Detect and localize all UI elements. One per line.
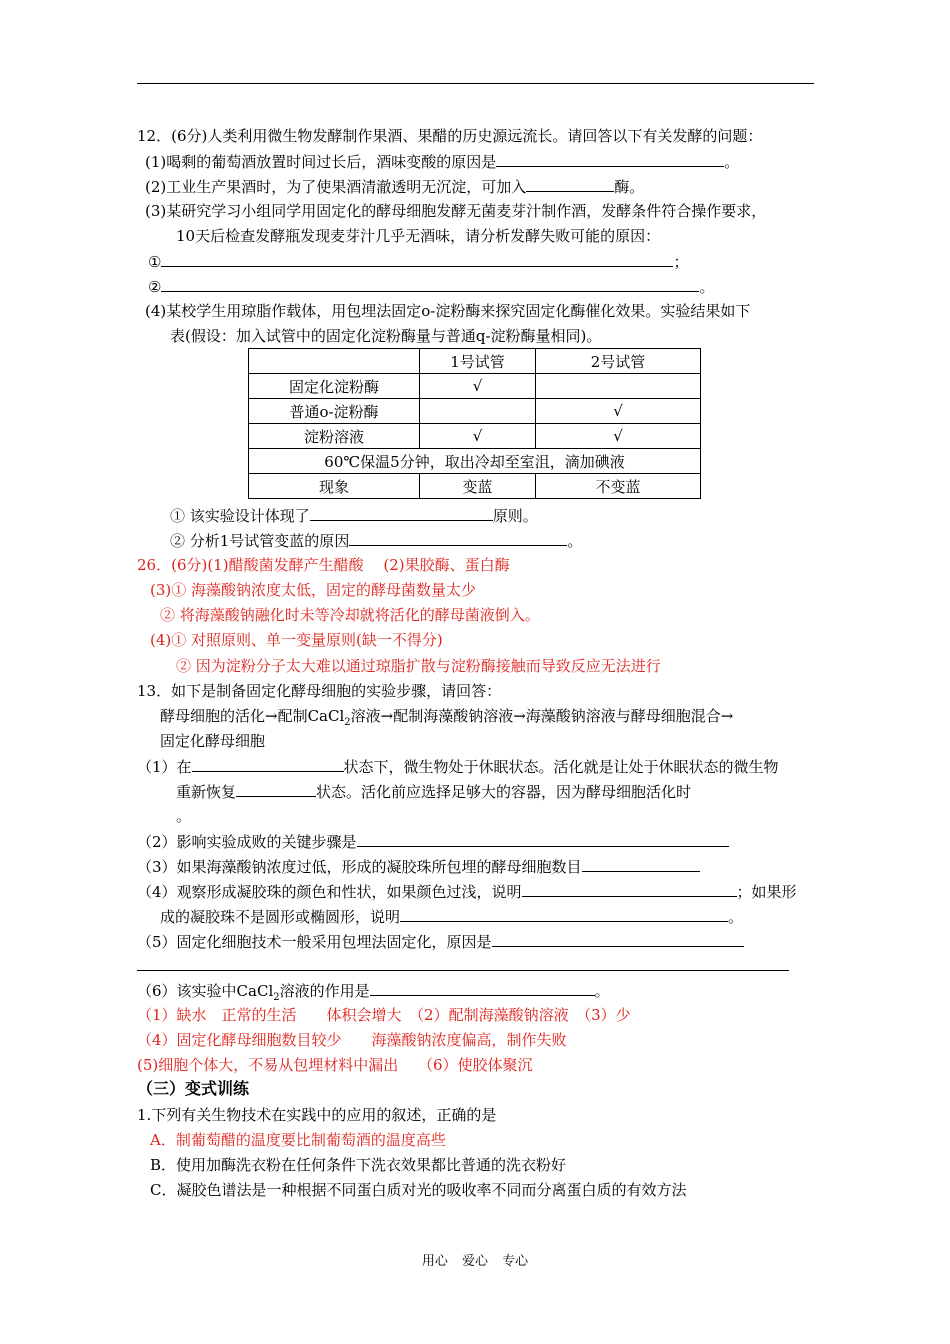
answer-blank <box>400 906 728 922</box>
answer13-line3: (5)细胞个体大，不易从包埋材料中漏出 （6）使胶体聚沉 <box>137 1056 533 1074</box>
q13-steps-line2: 固定化酵母细胞 <box>160 732 266 750</box>
answer13-line2: （4）固定化酵母细胞数目较少 海藻酸钠浓度偏高，制作失败 <box>137 1031 567 1049</box>
experiment-table <box>248 348 701 499</box>
option-b: B．使用加酶洗衣粉在任何条件下洗衣效果都比普通的洗衣粉好 <box>150 1156 567 1174</box>
table-cell <box>249 349 420 374</box>
q13-sub1-line3: 。 <box>176 807 192 825</box>
q12-header: 12．(6分)人类利用微生物发酵制作果酒、果醋的历史源远流长。请回答以下有关发酵的问题： <box>137 127 763 145</box>
answer-blank <box>370 980 595 996</box>
option-c: C．凝胶色谱法是一种根据不同蛋白质对光的吸收率不同而分离蛋白质的有效方法 <box>150 1181 687 1199</box>
q12-sub3-line2: 10天后检查发酵瓶发现麦芽汁几乎无酒味，请分析发酵失败可能的原因： <box>176 227 661 245</box>
q12-sub3-a: ① ； <box>148 253 689 271</box>
table-row <box>249 399 701 424</box>
q12-sub3-b: ② 。 <box>148 278 715 296</box>
table-row <box>249 424 701 449</box>
answer-blank <box>192 756 344 772</box>
answer26-line1: 26．(6分)(1)醋酸菌发酵产生醋酸 (2)果胶酶、蛋白酶 <box>137 556 510 574</box>
answer-blank <box>137 970 789 971</box>
q13-sub3: （3）如果海藻酸钠浓度过低，形成的凝胶珠所包埋的酵母细胞数目 <box>137 856 700 877</box>
q13-sub6: （6）该实验中CaCl$_2$溶液的作用是 。 <box>137 982 610 1003</box>
answer26-line3: ② 将海藻酸钠融化时未等冷却就将活化的酵母菌液倒入。 <box>160 606 540 624</box>
table-cell: 固定化淀粉酶 <box>249 374 420 399</box>
answer-blank <box>582 856 700 872</box>
q12-sub3-line1: (3)某研究学习小组同学用固定化的酵母细胞发酵无菌麦芽汁制作酒，发酵条件符合操作要求， <box>145 202 767 220</box>
table-cell: 变蓝 <box>420 474 536 499</box>
q13-sub1-line2: 重新恢复 状态。活化前应选择足够大的容器，因为酵母细胞活化时 <box>176 783 692 801</box>
q12-sub2: (2)工业生产果酒时，为了使果酒清澈透明无沉淀，可加入 酶。 <box>145 178 645 196</box>
section-q1: 1.下列有关生物技术在实践中的应用的叙述，正确的是 <box>137 1106 497 1124</box>
table-note: 60℃保温5分钟，取出冷却至室沮，滴加碘液 <box>249 449 701 474</box>
section-title: （三）变式训练 <box>137 1079 250 1098</box>
header-rule <box>137 83 814 84</box>
answer-blank <box>492 931 744 947</box>
answer26-line5: ② 因为淀粉分子太大难以通过琼脂扩散与淀粉酶接触而导致反应无法进行 <box>176 657 661 675</box>
table-cell: 普通o-淀粉酶 <box>249 399 420 424</box>
q13-sub4-line2: 成的凝胶珠不是圆形或椭圆形，说明 。 <box>160 908 744 926</box>
table-header-row <box>249 349 701 374</box>
table-header: 1号试管 <box>420 349 536 374</box>
q13-steps: 酵母细胞的活化→配制CaCl$_2$溶液→配制海藻酸钠溶液→海藻酸钠溶液与酵母细胞混合→ <box>160 707 734 728</box>
q13-header: 13．如下是制备固定化酵母细胞的实验步骤，请回答： <box>137 682 502 700</box>
answer13-line1: （1）缺水 正常的生活 体积会增大 （2）配制海藻酸钠溶液 （3）少 <box>137 1006 631 1024</box>
q13-sub5: （5）固定化细胞技术一般采用包埋法固定化，原因是 <box>137 931 744 952</box>
q12-sub4-a: ① 该实验设计体现了 原则。 <box>170 507 538 525</box>
q13-sub4-line1: （4）观察形成凝胶珠的颜色和性状，如果颜色过浅，说明 ；如果形 <box>137 883 797 901</box>
table-cell: √ <box>536 399 701 424</box>
table-cell <box>536 374 701 399</box>
table-cell: √ <box>420 424 536 449</box>
table-cell: 现象 <box>249 474 420 499</box>
answer-blank <box>161 276 699 292</box>
answer-blank <box>357 831 729 847</box>
answer-blank <box>236 781 316 797</box>
table-cell: 淀粉溶液 <box>249 424 420 449</box>
q12-sub4-b: ② 分析1号试管变蓝的原因 。 <box>170 532 583 550</box>
answer-blank <box>526 176 614 192</box>
table-cell: √ <box>536 424 701 449</box>
table-result-row <box>249 474 701 499</box>
table-cell: 不变蓝 <box>536 474 701 499</box>
answer-blank <box>161 251 673 267</box>
q13-sub1-line1: （1）在 状态下，微生物处于休眠状态。活化就是让处于休眠状态的微生物 <box>137 758 779 776</box>
answer-blank <box>496 151 724 167</box>
table-cell: √ <box>420 374 536 399</box>
answer-blank <box>349 530 567 546</box>
table-header: 2号试管 <box>536 349 701 374</box>
option-a: A．制葡萄醋的温度要比制葡萄酒的温度高些 <box>150 1131 446 1149</box>
answer26-line4: (4)① 对照原则、单一变量原则(缺一不得分) <box>150 631 443 649</box>
q12-sub1: (1)喝剩的葡萄酒放置时间过长后，酒味变酸的原因是 。 <box>145 153 740 171</box>
answer-blank <box>522 881 737 897</box>
q13-sub2: （2）影响实验成败的关键步骤是 <box>137 831 729 852</box>
page-footer: 用心 爱心 专心 <box>421 1254 529 1269</box>
answer-blank <box>310 505 493 521</box>
table-note-row <box>249 449 701 474</box>
q12-sub4-line2: 表(假设：加入试管中的固定化淀粉酶量与普通q-淀粉酶量相同)。 <box>170 327 602 345</box>
q12-sub4-line1: (4)某校学生用琼脂作载体，用包埋法固定o-淀粉酶来探究固定化酶催化效果。实验结果如下 <box>145 302 751 320</box>
answer26-line2: (3)① 海藻酸钠浓度太低，固定的酵母菌数量太少 <box>150 581 477 599</box>
table-cell <box>420 399 536 424</box>
table-row <box>249 374 701 399</box>
